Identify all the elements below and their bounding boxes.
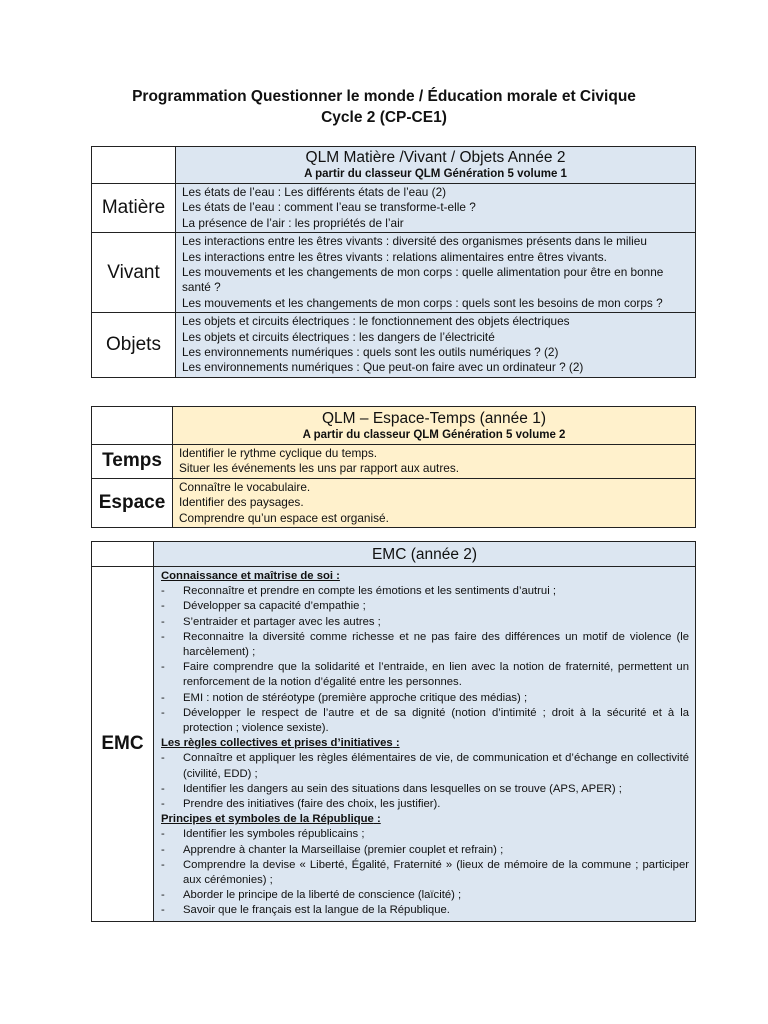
emc-list-item	[161, 660, 689, 690]
emc-item-text: Comprendre la devise « Liberté, Égalité, Fraternité » (lieux de mémoire de la commune ; participer aux cérémonies) ;	[183, 858, 689, 887]
title-line-2: Cycle 2 (CP-CE1)	[321, 109, 447, 126]
emc-list-item	[161, 599, 689, 614]
emc-item-text: S’entraider et partager avec les autres ;	[183, 615, 381, 628]
row-label-vivant: Vivant	[92, 233, 176, 313]
emc-item-text: Aborder le principe de la liberté de conscience (laïcité) ;	[183, 889, 462, 902]
bullet-dash: -	[161, 843, 165, 856]
espace-line: Identifier des paysages.	[179, 495, 304, 510]
emc-content	[154, 567, 696, 922]
bullet-dash: -	[161, 600, 165, 613]
emc-list-item	[161, 827, 689, 842]
temps-line: Situer les événements les uns par rapport aux autres.	[179, 461, 459, 476]
section-title: Principes et symboles de la République :	[161, 813, 381, 826]
row-label-emc: EMC	[92, 567, 154, 922]
bullet-dash: -	[161, 782, 165, 795]
emc-item-text: Développer le respect de l’autre et de sa dignité (notion d’intimité ; droit à la sécurité et à la protection ; violence sexiste).	[183, 706, 689, 735]
bullet-dash: -	[161, 630, 165, 643]
table1-header	[176, 147, 696, 184]
emc-list-item	[161, 782, 689, 797]
espace-line: Comprendre qu’un espace est organisé.	[179, 510, 389, 525]
objets-content	[176, 313, 696, 378]
bullet-dash: -	[161, 585, 165, 598]
emc-item-text: Développer sa capacité d’empathie ;	[183, 600, 366, 613]
emc-item-text: Faire comprendre que la solidarité et l’entraide, en lien avec la notion de fraternité, permettent un renforcement de la notion d’égalité entre les personnes.	[183, 661, 689, 689]
bullet-dash: -	[161, 904, 165, 917]
emc-item-text: EMI : notion de stéréotype (première approche critique des médias) ;	[183, 691, 528, 704]
section-title: Les règles collectives et prises d’initiatives :	[161, 737, 400, 750]
vivant-content	[176, 233, 696, 313]
emc-item-text: Connaître et appliquer les règles élémentaires de vie, de communication et d’échange en collectivité (civilité, EDD) ;	[183, 752, 689, 780]
table1-corner-cell	[92, 147, 176, 184]
objets-line: Les objets et circuits électriques : les dangers de l’électricité	[182, 329, 495, 344]
emc-list-item	[161, 858, 689, 888]
emc-list-item	[161, 751, 689, 781]
emc-list-item	[161, 706, 689, 736]
row-label-matiere: Matière	[92, 184, 176, 233]
vivant-line: Les interactions entre les êtres vivants : diversité des organismes présents dans le milieu	[182, 234, 647, 249]
table2-corner-cell	[92, 407, 173, 445]
section-title: Connaissance et maîtrise de soi :	[161, 570, 340, 582]
section-list	[161, 584, 689, 736]
temps-content	[173, 445, 696, 479]
emc-item-text: Prendre des initiatives (faire des choix, les justifier).	[183, 798, 441, 811]
qlm-matiere-vivant-objets-table	[91, 146, 696, 378]
row-label-objets: Objets	[92, 313, 176, 378]
bullet-dash: -	[161, 691, 165, 704]
table3-corner-cell	[92, 542, 154, 567]
emc-table	[91, 541, 696, 922]
matiere-line: Les états de l’eau : comment l’eau se transforme-t-elle ?	[182, 200, 476, 215]
emc-list-item	[161, 630, 689, 660]
emc-item-text: Reconnaitre la diversité comme richesse et ne pas faire des différences un motif de violence (le harcèlement) ;	[183, 630, 689, 659]
emc-item-text: Identifier les symboles républicains ;	[183, 828, 365, 841]
table1-subtitle: A partir du classeur QLM Génération 5 volume 1	[304, 168, 567, 180]
row-label-espace: Espace	[92, 478, 173, 527]
vivant-line: Les interactions entre les êtres vivants : relations alimentaires entre êtres vivants.	[182, 249, 607, 264]
bullet-dash: -	[161, 615, 165, 628]
objets-line: Les environnements numériques : quels sont les outils numériques ? (2)	[182, 345, 559, 360]
document-title	[0, 86, 768, 128]
objets-line: Les environnements numériques : Que peut-on faire avec un ordinateur ? (2)	[182, 360, 584, 375]
emc-list-item	[161, 888, 689, 903]
emc-list-item	[161, 615, 689, 630]
title-line-1: Programmation Questionner le monde / Éducation morale et Civique	[132, 88, 636, 105]
bullet-dash: -	[161, 752, 165, 765]
bullet-dash: -	[161, 706, 165, 719]
row-label-temps: Temps	[92, 445, 173, 479]
objets-line: Les objets et circuits électriques : le fonctionnement des objets électriques	[182, 314, 570, 329]
table2-title: QLM – Espace-Temps (année 1)	[322, 409, 546, 427]
matiere-line: Les états de l’eau : Les différents états de l’eau (2)	[182, 185, 447, 199]
bullet-dash: -	[161, 858, 165, 871]
table2-header	[173, 407, 696, 445]
section-list	[161, 751, 689, 812]
emc-item-text: Apprendre à chanter la Marseillaise (premier couplet et refrain) ;	[183, 843, 504, 856]
table2-subtitle: A partir du classeur QLM Génération 5 volume 2	[302, 428, 566, 441]
table3-title: EMC (année 2)	[371, 545, 478, 563]
temps-line: Identifier le rythme cyclique du temps.	[179, 446, 378, 460]
vivant-line: Les mouvements et les changements de mon corps : quelle alimentation pour être en bonne santé ?	[182, 265, 664, 295]
bullet-dash: -	[161, 889, 165, 902]
emc-item-text: Reconnaître et prendre en compte les émotions et les sentiments d’autrui ;	[183, 585, 556, 598]
bullet-dash: -	[161, 828, 165, 841]
matiere-line: La présence de l’air : les propriétés de l’air	[182, 215, 404, 230]
emc-list-item	[161, 797, 689, 812]
emc-list-item	[161, 691, 689, 706]
emc-list-item	[161, 843, 689, 858]
bullet-dash: -	[161, 798, 165, 811]
table3-header	[154, 542, 696, 567]
section-list	[161, 827, 689, 918]
matiere-content	[176, 184, 696, 233]
qlm-espace-temps-table	[91, 406, 696, 528]
bullet-dash: -	[161, 661, 165, 674]
table1-title: QLM Matière /Vivant / Objets Année 2	[305, 149, 566, 166]
emc-item-text: Identifier les dangers au sein des situations dans lesquelles on se trouve (APS, APER) ;	[183, 782, 622, 795]
espace-line: Connaître le vocabulaire.	[179, 479, 311, 494]
emc-list-item	[161, 903, 689, 918]
emc-item-text: Savoir que le français est la langue de la République.	[183, 904, 450, 917]
vivant-line: Les mouvements et les changements de mon corps : quels sont les besoins de mon corps ?	[182, 295, 663, 310]
espace-content	[173, 478, 696, 527]
emc-list-item	[161, 584, 689, 599]
